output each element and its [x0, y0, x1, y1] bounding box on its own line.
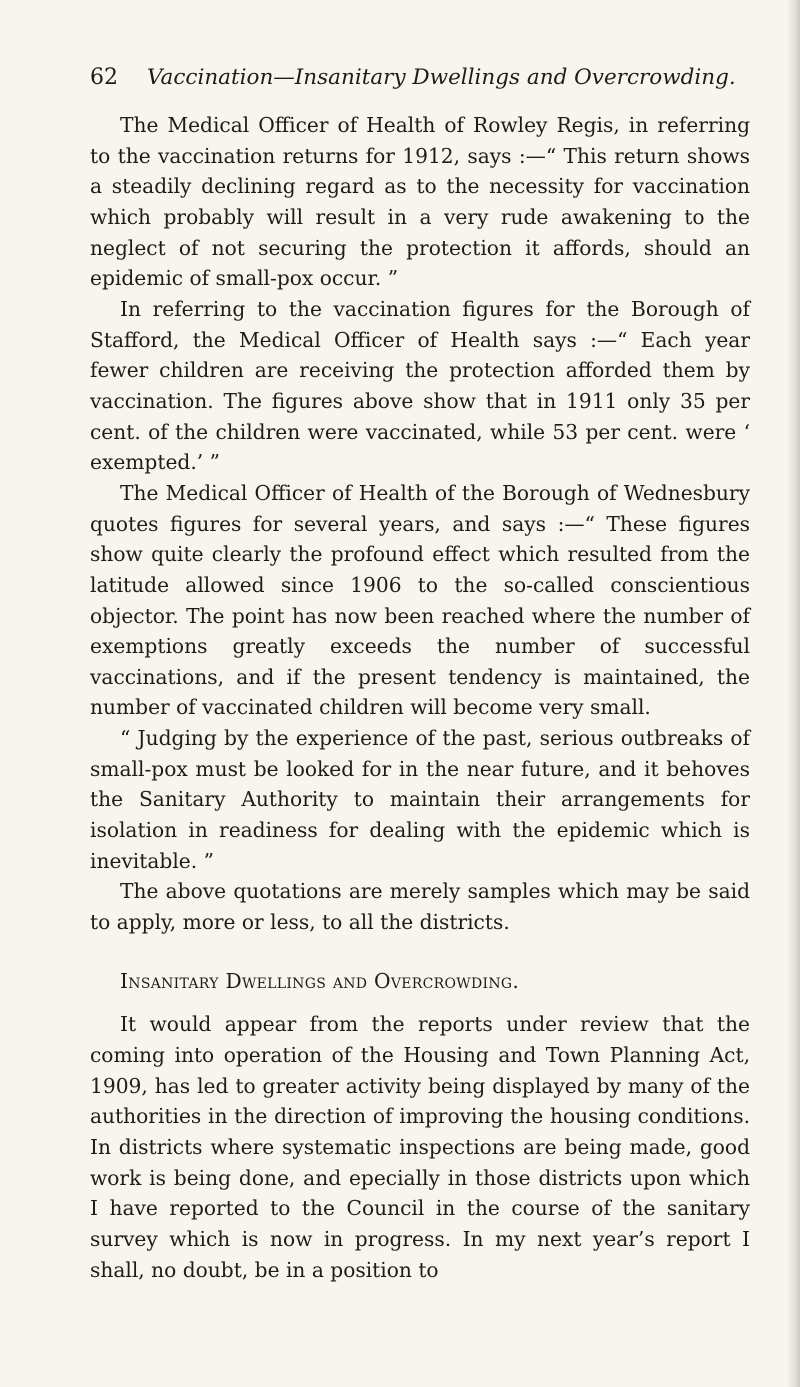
body-text [90, 110, 750, 1285]
paragraph-quotations-summary: The above quotations are merely samples which may be said to apply, more or less, to all the districts. [90, 879, 750, 935]
page-number: 62 [90, 65, 118, 90]
page-edge-shadow [786, 0, 800, 1387]
paragraph-stafford: In referring to the vaccination figures for the Borough of Stafford, the Medical Officer of Health says :—“ Each year fewer children are receiving the protection afforded them by vaccination. The figures above show that in 1911 only 35 per cent. of the children were vaccinated, while 53 per cent. were ‘ exempted.’ ” [90, 296, 750, 475]
running-title: Vaccination—Insanitary Dwellings and Overcrowding. [147, 65, 736, 90]
paragraph-housing: It would appear from the reports under review that the coming into operation of the Housing and Town Planning Act, 1909, has led to greater activity being displayed by many of the authorities in the direction of improving the housing conditions. In districts where systematic inspections are being made, good work is being done, and epecially in those districts upon which I have reported to the Council in the course of the sanitary survey which is now in progress. In my next year’s report I shall, no doubt, be in a position to [90, 1012, 750, 1282]
section-heading: Insanitary Dwellings and Overcrowding. [120, 968, 520, 993]
paragraph-rowley-regis: The Medical Officer of Health of Rowley Regis, in referring to the vaccination returns for 1912, says :—“ This return shows a steadily declining regard as to the necessity for vaccination which probably will result in a very rude awakening to the neglect of not securing the protection it affords, should an epidemic of small-pox occur. ” [90, 113, 750, 291]
paragraph-wednesbury: The Medical Officer of Health of the Borough of Wednesbury quotes figures for several years, and says :—“ These figures show quite clearly the profound effect which resulted from the latitude allowed since 1906 to the so-called conscientious objector. The point has now been reached where the number of exemptions greatly exceeds the number of successful vaccinations, and if the present tendency is maintained, the number of vaccinated children will become very small. [90, 480, 750, 720]
page-header [90, 62, 750, 102]
paragraph-wednesbury-quote: “ Judging by the experience of the past, serious outbreaks of small-pox must be looked for in the near future, and it behoves the Sanitary Authority to maintain their arrangements for isolation in readiness for dealing with the epidemic which is inevitable. ” [90, 726, 750, 873]
